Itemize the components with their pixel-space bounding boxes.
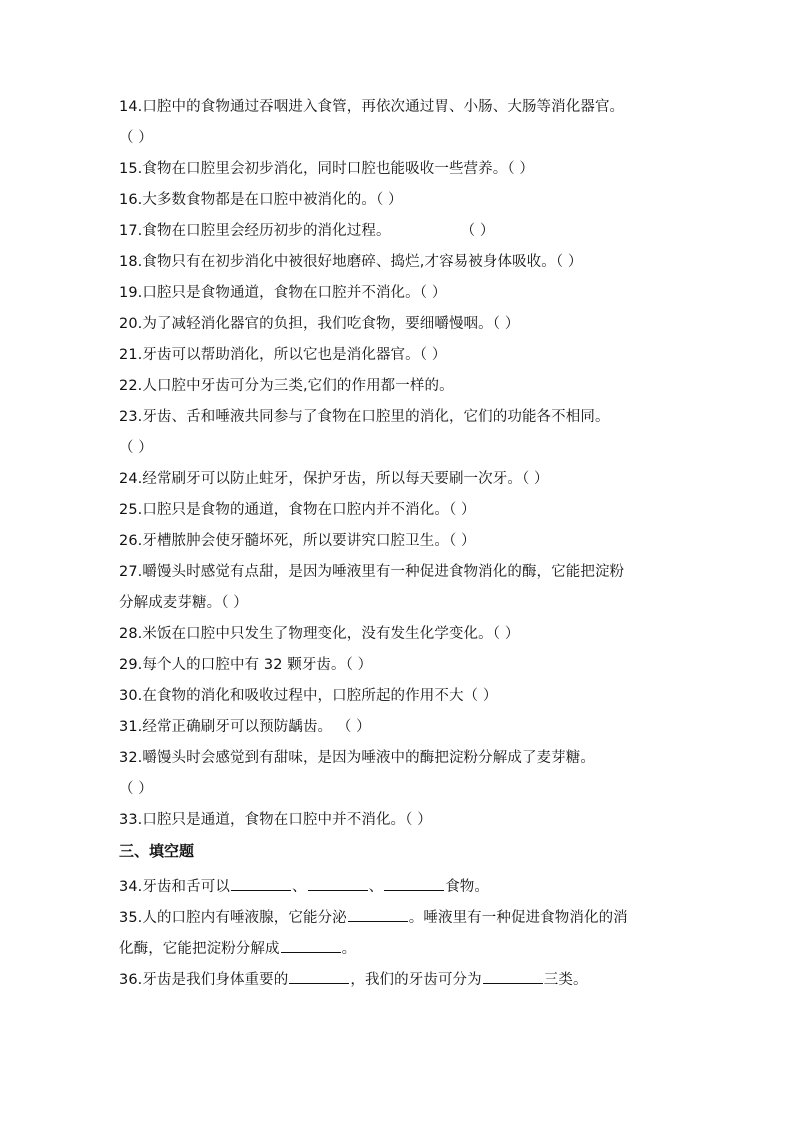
question-35-line-1 — [119, 903, 679, 934]
fill-blank — [308, 876, 368, 891]
question-28: 28.米饭在口腔中只发生了物理变化，没有发生化学变化。（ ） — [119, 626, 520, 642]
section-heading-fill-in: 三、填空题 — [119, 842, 195, 860]
question-32-line-1: 32.嚼馒头时会感觉到有甜味，是因为唾液中的酶把淀粉分解成了麦芽糖。 — [119, 750, 595, 766]
question-27-line-2: 分解成麦芽糖。（ ） — [119, 595, 248, 611]
separator: 、 — [291, 879, 307, 895]
question-26: 26.牙槽脓肿会使牙髓坏死，所以要讲究口腔卫生。（ ） — [119, 533, 476, 549]
fill-blank — [231, 876, 291, 891]
question-18: 18.食物只有在初步消化中被很好地磨碎、捣烂,才容易被身体吸收。（ ） — [119, 254, 583, 270]
question-list — [119, 92, 679, 996]
question-35-line-2 — [119, 934, 679, 965]
question-15: 15.食物在口腔里会初步消化，同时口腔也能吸收一些营养。（ ） — [119, 161, 535, 177]
question-14-answer-paren: （ ） — [119, 130, 153, 146]
question-35-prefix: 35.人的口腔内有唾液腺，它能分泌 — [119, 910, 347, 926]
separator: 、 — [368, 879, 384, 895]
fill-blank — [289, 969, 349, 984]
question-30: 30.在食物的消化和吸收过程中，口腔所起的作用不大（ ） — [119, 688, 498, 704]
question-36 — [119, 965, 679, 996]
question-32-answer-paren: （ ） — [119, 781, 153, 797]
question-17 — [119, 216, 679, 247]
question-25: 25.口腔只是食物的通道，食物在口腔内并不消化。（ ） — [119, 502, 476, 518]
question-20: 20.为了减轻消化器官的负担，我们吃食物，要细嚼慢咽。（ ） — [119, 316, 520, 332]
fill-blank — [384, 876, 444, 891]
question-17-answer-paren: （ ） — [460, 223, 495, 239]
question-36-prefix: 36.牙齿是我们身体重要的 — [119, 972, 289, 988]
question-23-answer-paren: （ ） — [119, 440, 153, 456]
question-22: 22.人口腔中牙齿可分为三类,它们的作用都一样的。 — [119, 378, 454, 394]
question-24: 24.经常刷牙可以防止蛀牙，保护牙齿，所以每天要刷一次牙。（ ） — [119, 471, 549, 487]
question-35-line2-suffix: 。 — [341, 941, 357, 957]
question-17-text: 17.食物在口腔里会经历初步的消化过程。 — [119, 223, 391, 239]
fill-blank — [348, 907, 408, 922]
question-36-middle: ，我们的牙齿可分为 — [350, 972, 482, 988]
question-23-line-1: 23.牙齿、舌和唾液共同参与了食物在口腔里的消化，它们的功能各不相同。 — [119, 409, 610, 425]
question-34 — [119, 872, 679, 903]
question-35-middle: 。唾液里有一种促进食物消化的消 — [408, 910, 628, 926]
question-27-line-1: 27.嚼馒头时感觉有点甜，是因为唾液里有一种促进食物消化的酶，它能把淀粉 — [119, 564, 625, 580]
question-34-prefix: 34.牙齿和舌可以 — [119, 879, 230, 895]
question-19: 19.口腔只是食物通道，食物在口腔并不消化。（ ） — [119, 285, 447, 301]
question-33: 33.口腔只是通道，食物在口腔中并不消化。（ ） — [119, 812, 432, 828]
question-31: 31.经常正确刷牙可以预防龋齿。 （ ） — [119, 719, 371, 735]
question-16: 16.大多数食物都是在口腔中被消化的。（ ） — [119, 192, 403, 208]
question-14-line-1: 14.口腔中的食物通过吞咽进入食管，再依次通过胃、小肠、大肠等消化器官。 — [119, 99, 625, 115]
question-36-suffix: 三类。 — [543, 972, 588, 988]
fill-blank — [483, 969, 543, 984]
question-34-suffix: 食物。 — [445, 879, 489, 895]
question-29: 29.每个人的口腔中有 32 颗牙齿。（ ） — [119, 657, 373, 673]
question-35-line2-prefix: 化酶，它能把淀粉分解成 — [119, 941, 280, 957]
question-21: 21.牙齿可以帮助消化，所以它也是消化器官。（ ） — [119, 347, 447, 363]
fill-blank — [281, 938, 341, 953]
